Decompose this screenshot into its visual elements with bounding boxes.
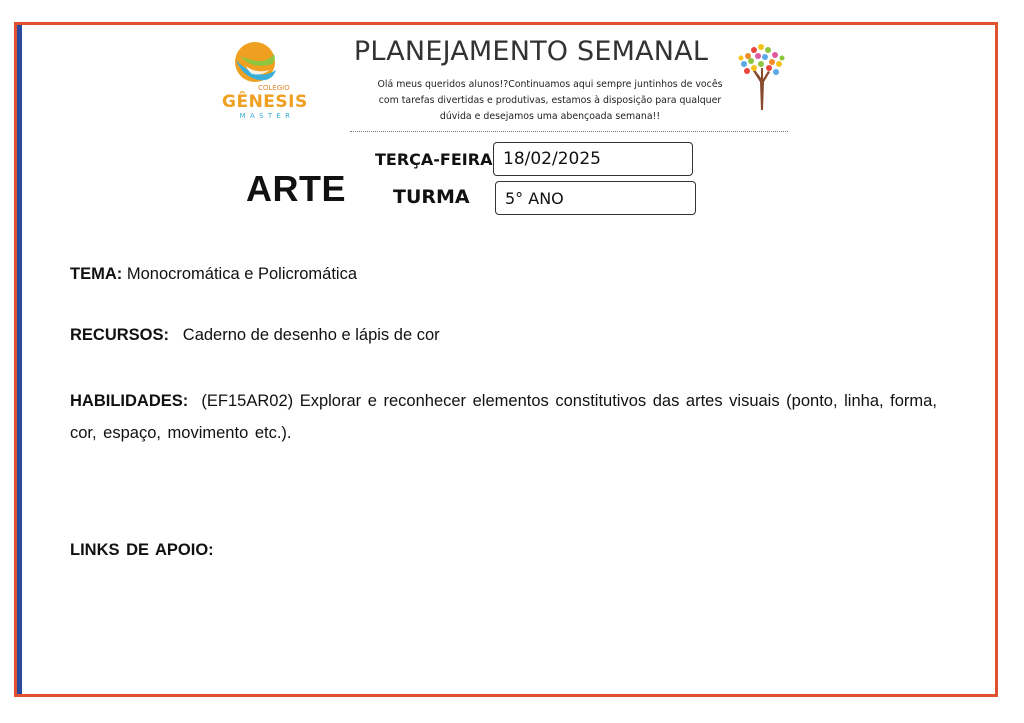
recursos-value: Caderno de desenho e lápis de cor <box>182 326 440 344</box>
logo-main-text: GÊNESIS <box>222 92 308 112</box>
logo-top-text: COLÉGIO <box>258 84 290 92</box>
welcome-line: com tarefas divertidas e produtivas, estamos à disposição para qualquer <box>378 95 722 106</box>
frame-left-accent <box>17 25 22 694</box>
date-field: 18/02/2025 <box>493 142 693 176</box>
tema-row <box>70 265 357 284</box>
recursos-row <box>70 326 440 345</box>
page-title: PLANEJAMENTO SEMANAL <box>353 36 709 67</box>
subject-title: ARTE <box>246 168 346 209</box>
logo-globe-icon <box>222 40 306 84</box>
header-divider <box>350 131 788 132</box>
links-label: LINKS DE APOIO: <box>70 541 214 559</box>
welcome-message <box>376 77 724 125</box>
welcome-line: dúvida e desejamos uma abençoada semana!! <box>439 111 661 122</box>
tree-icon <box>736 42 788 112</box>
welcome-line: Olá meus queridos alunos!?Continuamos aqui sempre juntinhos de vocês <box>377 79 723 90</box>
tema-label: TEMA: <box>70 265 123 283</box>
tema-value: Monocromática e Policromática <box>126 265 358 283</box>
logo-bottom-text: MASTER <box>239 112 295 120</box>
habilidades-row <box>70 385 950 449</box>
recursos-label: RECURSOS: <box>70 326 170 344</box>
habilidades-label: HABILIDADES: <box>70 392 189 410</box>
links-row <box>70 541 214 560</box>
day-label: TERÇA-FEIRA <box>375 150 493 169</box>
class-field: 5° ANO <box>495 181 696 215</box>
class-label: TURMA <box>393 186 470 208</box>
habilidades-value: (EF15AR02) Explorar e reconhecer elementos constitutivos das artes visuais (ponto, linha, forma, cor, espaço, movimento etc.). <box>70 392 937 442</box>
school-logo <box>222 40 306 126</box>
